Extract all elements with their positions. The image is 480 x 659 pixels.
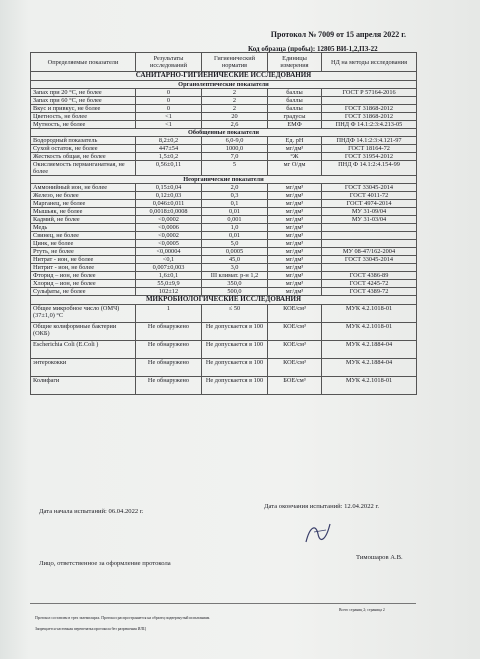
table-row (31, 137, 417, 145)
table-cell: 7,0 (202, 153, 268, 161)
table-cell: 0,01 (202, 232, 268, 240)
table-cell: Свинец, не более (31, 232, 136, 240)
table-cell: 2 (202, 105, 268, 113)
table-cell: Общие колиформные бактерии (ОКБ) (31, 323, 136, 341)
table-header-row (31, 53, 417, 72)
table-cell: 0,15±0,04 (136, 184, 202, 192)
signature (300, 520, 340, 546)
table-row (31, 89, 417, 97)
table-row (31, 377, 417, 395)
table-cell: КОЕ/см³ (268, 341, 322, 359)
table-cell: 500,0 (202, 288, 268, 296)
footer-note: Протокол составлен в трех экземплярах. Протокол распространяется на образец подвергнутый испытаниям. (35, 616, 211, 620)
table-cell: ГОСТ 18164-72 (322, 145, 417, 153)
test-end-date: Дата окончания испытаний: 12.04.2022 г. (264, 503, 380, 510)
table-row (31, 288, 417, 296)
col-header: Единицы измерения (268, 53, 322, 72)
table-cell: ГОСТ 4245-72 (322, 280, 417, 288)
section-row (31, 81, 417, 89)
table-cell: Медь (31, 224, 136, 232)
table-cell: 1,0 (202, 224, 268, 232)
section-row (31, 129, 417, 137)
table-cell: 0,001 (202, 216, 268, 224)
table-cell: 0,0005 (202, 248, 268, 256)
section-row (31, 72, 417, 81)
table-cell: Цинк, не более (31, 240, 136, 248)
table-cell: мг/дм³ (268, 224, 322, 232)
table-cell: Нитрит - ион, не более (31, 264, 136, 272)
table-cell: Жесткость общая, не более (31, 153, 136, 161)
table-cell: мг/дм³ (268, 240, 322, 248)
table-cell: МУК 4.2.1018-01 (322, 323, 417, 341)
table-cell: мг/дм³ (268, 264, 322, 272)
test-start-date: Дата начала испытаний: 06.04.2022 г. (39, 508, 144, 515)
table-cell: ПНДФ 14.1:2:3:4.121-97 (322, 137, 417, 145)
table-cell: МУК 4.2.1018-01 (322, 377, 417, 395)
table-cell: 0,1 (202, 200, 268, 208)
table-cell: 1 (136, 305, 202, 323)
table-cell: 1000,0 (202, 145, 268, 153)
table-cell: <0,0002 (136, 216, 202, 224)
table-cell: Мутность, не более (31, 121, 136, 129)
table-row (31, 216, 417, 224)
table-cell: 0 (136, 97, 202, 105)
table-cell: МУК 4.2.1884-04 (322, 341, 417, 359)
table-row (31, 264, 417, 272)
table-cell: Нитрат - ион, не более (31, 256, 136, 264)
table-cell: ПНД Ф 14.1:2:4.154-99 (322, 161, 417, 176)
table-cell: ГОСТ 33045-2014 (322, 256, 417, 264)
table-cell: 0,0018±0,0008 (136, 208, 202, 216)
table-cell: Общее микробное число (ОМЧ) (37±1,0) °С (31, 305, 136, 323)
section-row (31, 296, 417, 305)
table-row (31, 97, 417, 105)
table-cell: мг О/дм (268, 161, 322, 176)
col-header: НД на методы исследования (322, 53, 417, 72)
table-cell (322, 97, 417, 105)
table-cell: 2 (202, 89, 268, 97)
table-cell (322, 232, 417, 240)
table-cell: ГОСТ 31868-2012 (322, 105, 417, 113)
table-cell: 2,6 (202, 121, 268, 129)
table-cell: Не обнаружено (136, 359, 202, 377)
table-cell: 0,046±0,011 (136, 200, 202, 208)
table-cell: 0 (136, 89, 202, 97)
table-cell: мг/дм³ (268, 288, 322, 296)
section-title: САНИТАРНО-ГИГИЕНИЧЕСКИЕ ИССЛЕДОВАНИЯ (31, 72, 417, 81)
table-row (31, 359, 417, 377)
table-cell: Ртуть, не более (31, 248, 136, 256)
table-cell: мг/дм³ (268, 256, 322, 264)
table-cell: 350,0 (202, 280, 268, 288)
table-cell: <1 (136, 113, 202, 121)
table-cell: Не допускается в 100 (202, 323, 268, 341)
table-cell: мг/дм³ (268, 248, 322, 256)
table-cell: Не обнаружено (136, 341, 202, 359)
table-cell: ПНД Ф 14.1:2:3:4.213-05 (322, 121, 417, 129)
table-row (31, 145, 417, 153)
table-cell: ≤ 50 (202, 305, 268, 323)
table-row (31, 232, 417, 240)
table-cell: ГОСТ 4386-89 (322, 272, 417, 280)
responsible-person-name: Тимошаров А.В. (356, 554, 403, 561)
table-cell: <0,0006 (136, 224, 202, 232)
table-row (31, 305, 417, 323)
table-cell (322, 264, 417, 272)
table-cell: мг/дм³ (268, 280, 322, 288)
table-row (31, 240, 417, 248)
table-cell: 6,0-9,0 (202, 137, 268, 145)
table-cell: мг/дм³ (268, 184, 322, 192)
table-cell: МУ 31-09/04 (322, 208, 417, 216)
table-cell: 20 (202, 113, 268, 121)
table-cell: Не допускается в 100 (202, 341, 268, 359)
table-cell: ЕМФ (268, 121, 322, 129)
table-cell: <1 (136, 121, 202, 129)
table-cell: Не допускается в 100 (202, 359, 268, 377)
table-cell: ГОСТ 33045-2014 (322, 184, 417, 192)
table-cell: Цветность, не более (31, 113, 136, 121)
table-cell: 102±12 (136, 288, 202, 296)
footer-divider (30, 603, 416, 604)
table-cell: мг/дм³ (268, 208, 322, 216)
table-cell: Сульфаты, не более (31, 288, 136, 296)
table-cell: <0,1 (136, 256, 202, 264)
table-row (31, 256, 417, 264)
table-cell: КОЕ/см³ (268, 305, 322, 323)
table-cell: Марганец, не более (31, 200, 136, 208)
table-cell: Вкус и привкус, не более (31, 105, 136, 113)
table-cell: мг/дм³ (268, 232, 322, 240)
results-table (30, 52, 417, 395)
table-cell: Не обнаружено (136, 323, 202, 341)
table-row (31, 113, 417, 121)
table-cell: градусы (268, 113, 322, 121)
table-cell: Запах при 20 °С, не более (31, 89, 136, 97)
table-row (31, 272, 417, 280)
table-cell: мг/дм³ (268, 200, 322, 208)
section-title: Обобщенные показатели (31, 129, 417, 137)
table-cell: Окисляемость перманганатная, не более (31, 161, 136, 176)
section-row (31, 176, 417, 184)
table-cell: 0,007±0,003 (136, 264, 202, 272)
table-cell: БОЕ/см³ (268, 377, 322, 395)
section-title: МИКРОБИОЛОГИЧЕСКИЕ ИССЛЕДОВАНИЯ (31, 296, 417, 305)
table-cell: 5 (202, 161, 268, 176)
table-cell: ГОСТ 4389-72 (322, 288, 417, 296)
section-title: Органолептические показатели (31, 81, 417, 89)
table-cell: Не обнаружено (136, 377, 202, 395)
table-cell: 1,5±0,2 (136, 153, 202, 161)
table-row (31, 153, 417, 161)
table-cell: 0,3 (202, 192, 268, 200)
table-row (31, 341, 417, 359)
table-cell: 45,0 (202, 256, 268, 264)
table-cell: 447±54 (136, 145, 202, 153)
table-row (31, 280, 417, 288)
table-cell: энтерококки (31, 359, 136, 377)
table-cell: Хлорид – ион, не более (31, 280, 136, 288)
table-row (31, 224, 417, 232)
table-cell: 8,2±0,2 (136, 137, 202, 145)
table-cell: 2,0 (202, 184, 268, 192)
table-cell: III климат. р-н 1,2 (202, 272, 268, 280)
table-row (31, 184, 417, 192)
col-header: Определяемые показатели (31, 53, 136, 72)
table-cell: мг/дм³ (268, 192, 322, 200)
table-cell (322, 224, 417, 232)
table-cell: 0 (136, 105, 202, 113)
table-cell: баллы (268, 97, 322, 105)
table-cell: мг/дм³ (268, 216, 322, 224)
table-cell: 55,0±9,9 (136, 280, 202, 288)
table-cell: Кадмий, не более (31, 216, 136, 224)
footer-note: Запрещается частичная перепечатка протокола без разрешения ИЛЦ (35, 627, 146, 631)
table-cell: 0,56±0,11 (136, 161, 202, 176)
table-cell: 3,0 (202, 264, 268, 272)
table-cell: КОЕ/см³ (268, 359, 322, 377)
table-cell: КОЕ/см³ (268, 323, 322, 341)
table-row (31, 200, 417, 208)
table-cell: МУ 08-47/162-2004 (322, 248, 417, 256)
table-cell: ГОСТ 4974-2014 (322, 200, 417, 208)
table-cell: °Ж (268, 153, 322, 161)
table-cell: 0,01 (202, 208, 268, 216)
table-cell: МУК 4.2.1018-01 (322, 305, 417, 323)
table-cell: мг/дм³ (268, 145, 322, 153)
table-cell: ГОСТ 31954-2012 (322, 153, 417, 161)
protocol-title: Протокол № 7009 от 15 апреля 2022 г. (270, 30, 406, 39)
table-cell (322, 240, 417, 248)
table-cell: <0,0002 (136, 232, 202, 240)
table-cell: Аммонийный ион, не более (31, 184, 136, 192)
table-cell: Запах при 60 °С, не более (31, 97, 136, 105)
table-cell: Ед. рН (268, 137, 322, 145)
table-row (31, 161, 417, 176)
table-cell: Сухой остаток, не более (31, 145, 136, 153)
table-cell: 1,6±0,1 (136, 272, 202, 280)
table-cell: ГОСТ 4011-72 (322, 192, 417, 200)
table-row (31, 192, 417, 200)
table-cell: МУК 4.2.1884-04 (322, 359, 417, 377)
table-cell: МУ 31-03/04 (322, 216, 417, 224)
table-row (31, 248, 417, 256)
table-cell: Escherichia Coli (E.Coli ) (31, 341, 136, 359)
table-cell: ГОСТ 31868-2012 (322, 113, 417, 121)
sample-code: Код образца (пробы): 12805 ВИ-1,2,ПЗ-22 (248, 45, 378, 53)
table-cell: мг/дм³ (268, 272, 322, 280)
table-cell: Колифаги (31, 377, 136, 395)
table-cell: ГОСТ Р 57164-2016 (322, 89, 417, 97)
table-cell: баллы (268, 89, 322, 97)
table-cell: Железо, не более (31, 192, 136, 200)
table-cell: Фторид – ион, не более (31, 272, 136, 280)
page-counter: Всего страниц 2; страница 2 (339, 608, 385, 612)
table-row (31, 121, 417, 129)
table-cell: <0,00004 (136, 248, 202, 256)
table-cell: Не допускается в 100 (202, 377, 268, 395)
table-cell: 0,12±0,03 (136, 192, 202, 200)
table-cell: Мышьяк, не более (31, 208, 136, 216)
table-row (31, 208, 417, 216)
responsible-person-label: Лицо, ответственное за оформление протокола (39, 560, 171, 567)
table-row (31, 105, 417, 113)
section-title: Неорганические показатели (31, 176, 417, 184)
table-cell: Водородный показатель (31, 137, 136, 145)
table-cell: 5,0 (202, 240, 268, 248)
table-body (31, 72, 417, 395)
col-header: Результаты исследований (136, 53, 202, 72)
col-header: Гигиенический норматив (202, 53, 268, 72)
table-cell: 2 (202, 97, 268, 105)
table-row (31, 323, 417, 341)
table-cell: баллы (268, 105, 322, 113)
table-cell: <0,0005 (136, 240, 202, 248)
